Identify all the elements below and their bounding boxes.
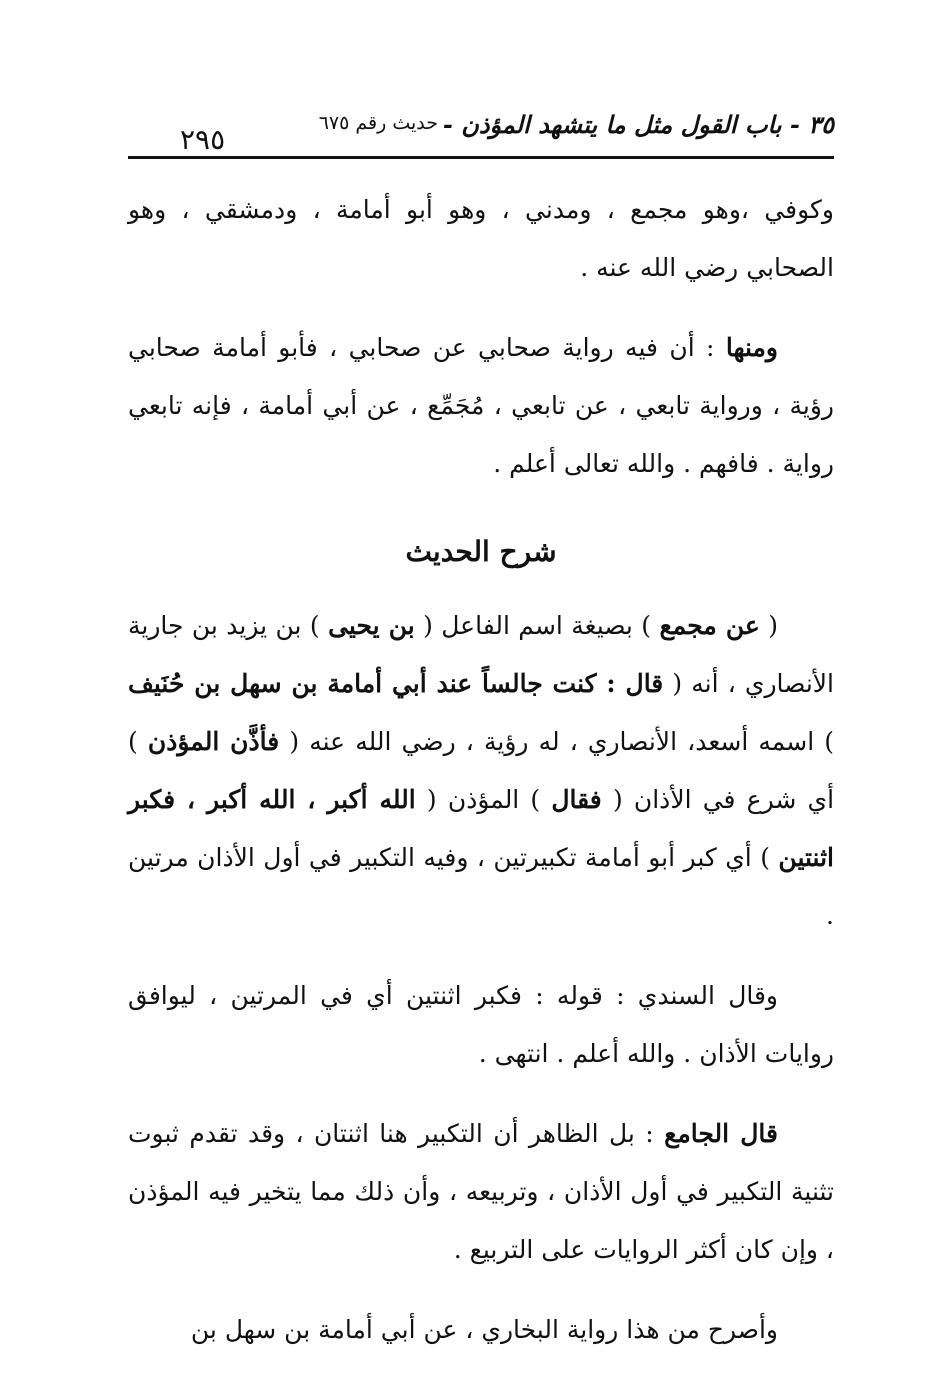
p3-bold-b: عن مجمع <box>659 611 760 640</box>
paragraph-5 <box>128 1105 834 1279</box>
paragraph-6: وأصرح من هذا رواية البخاري ، عن أبي أمامة بن سهل بن <box>190 1315 778 1344</box>
p3-bold-j: فقال <box>551 785 602 814</box>
book-page <box>128 100 835 1344</box>
paragraph-3 <box>128 597 834 945</box>
section-title: شرح الحديث <box>405 535 557 568</box>
paragraph-2-text: : أن فيه رواية صحابي عن صحابي ، فأبو أمامة صحابي رؤية ، ورواية تابعي ، عن تابعي ، مُجَمِّع ، عن أبي أمامة ، فإنه تابعي رواية . فافهم . والله تعالى أعلم . <box>128 333 834 478</box>
page-number: ٢٩٥ <box>168 126 237 154</box>
p3-text-m: ) أي كبر أبو أمامة تكبيرتين ، وفيه التكبير في أول الأذان مرتين . <box>128 843 834 930</box>
p3-text-i: ) أي شرع في الأذان ( <box>128 727 835 814</box>
running-header <box>128 100 834 159</box>
paragraph-5-lead: قال الجامع <box>664 1119 778 1148</box>
p3-text-c: ) بصيغة اسم الفاعل ( <box>414 611 660 640</box>
p3-text-g: ) اسمه أسعد، الأنصاري ، له رؤية ، رضي الله عنه ( <box>279 727 835 756</box>
paragraph-1: وكوفي ،وهو مجمع ، ومدني ، وهو أبو أمامة ، ودمشقي ، وهو الصحابي رضي الله عنه . <box>128 195 834 282</box>
hadith-number: حديث رقم ٦٧٥ <box>318 112 438 134</box>
p3-bold-l: الله أكبر ، الله أكبر ، فكبر اثنتين <box>128 785 834 872</box>
paragraph-4: وقال السندي : قوله : فكبر اثنتين أي في المرتين ، ليوافق روايات الأذان . والله أعلم . انتهى . <box>128 981 834 1068</box>
p3-bold-f: قال : كنت جالساً عند أبي أمامة بن سهل بن حُنَيف <box>128 669 664 698</box>
p3-bold-h: فأذَّن المؤذن <box>147 727 280 756</box>
p3-text-k: ) المؤذن ( <box>415 785 552 814</box>
p3-bold-d: بن يحيى <box>328 611 415 640</box>
paragraph-2-lead: ومنها <box>725 333 778 362</box>
p3-text-e: ) بن يزيد بن جارية الأنصاري ، أنه ( <box>128 611 834 698</box>
paragraph-2 <box>128 319 834 493</box>
p3-text-a: ( <box>759 611 778 640</box>
paragraph-5-text: : بل الظاهر أن التكبير هنا اثنتان ، وقد تقدم ثبوت تثنية التكبير في أول الأذان ، وتربيعه ، وأن ذلك مما يتخير فيه المؤذن ، وإن كان أكثر الروايات على التربيع . <box>128 1119 834 1264</box>
chapter-title: ٣٥ - باب القول مثل ما يتشهد المؤذن - <box>442 110 834 139</box>
